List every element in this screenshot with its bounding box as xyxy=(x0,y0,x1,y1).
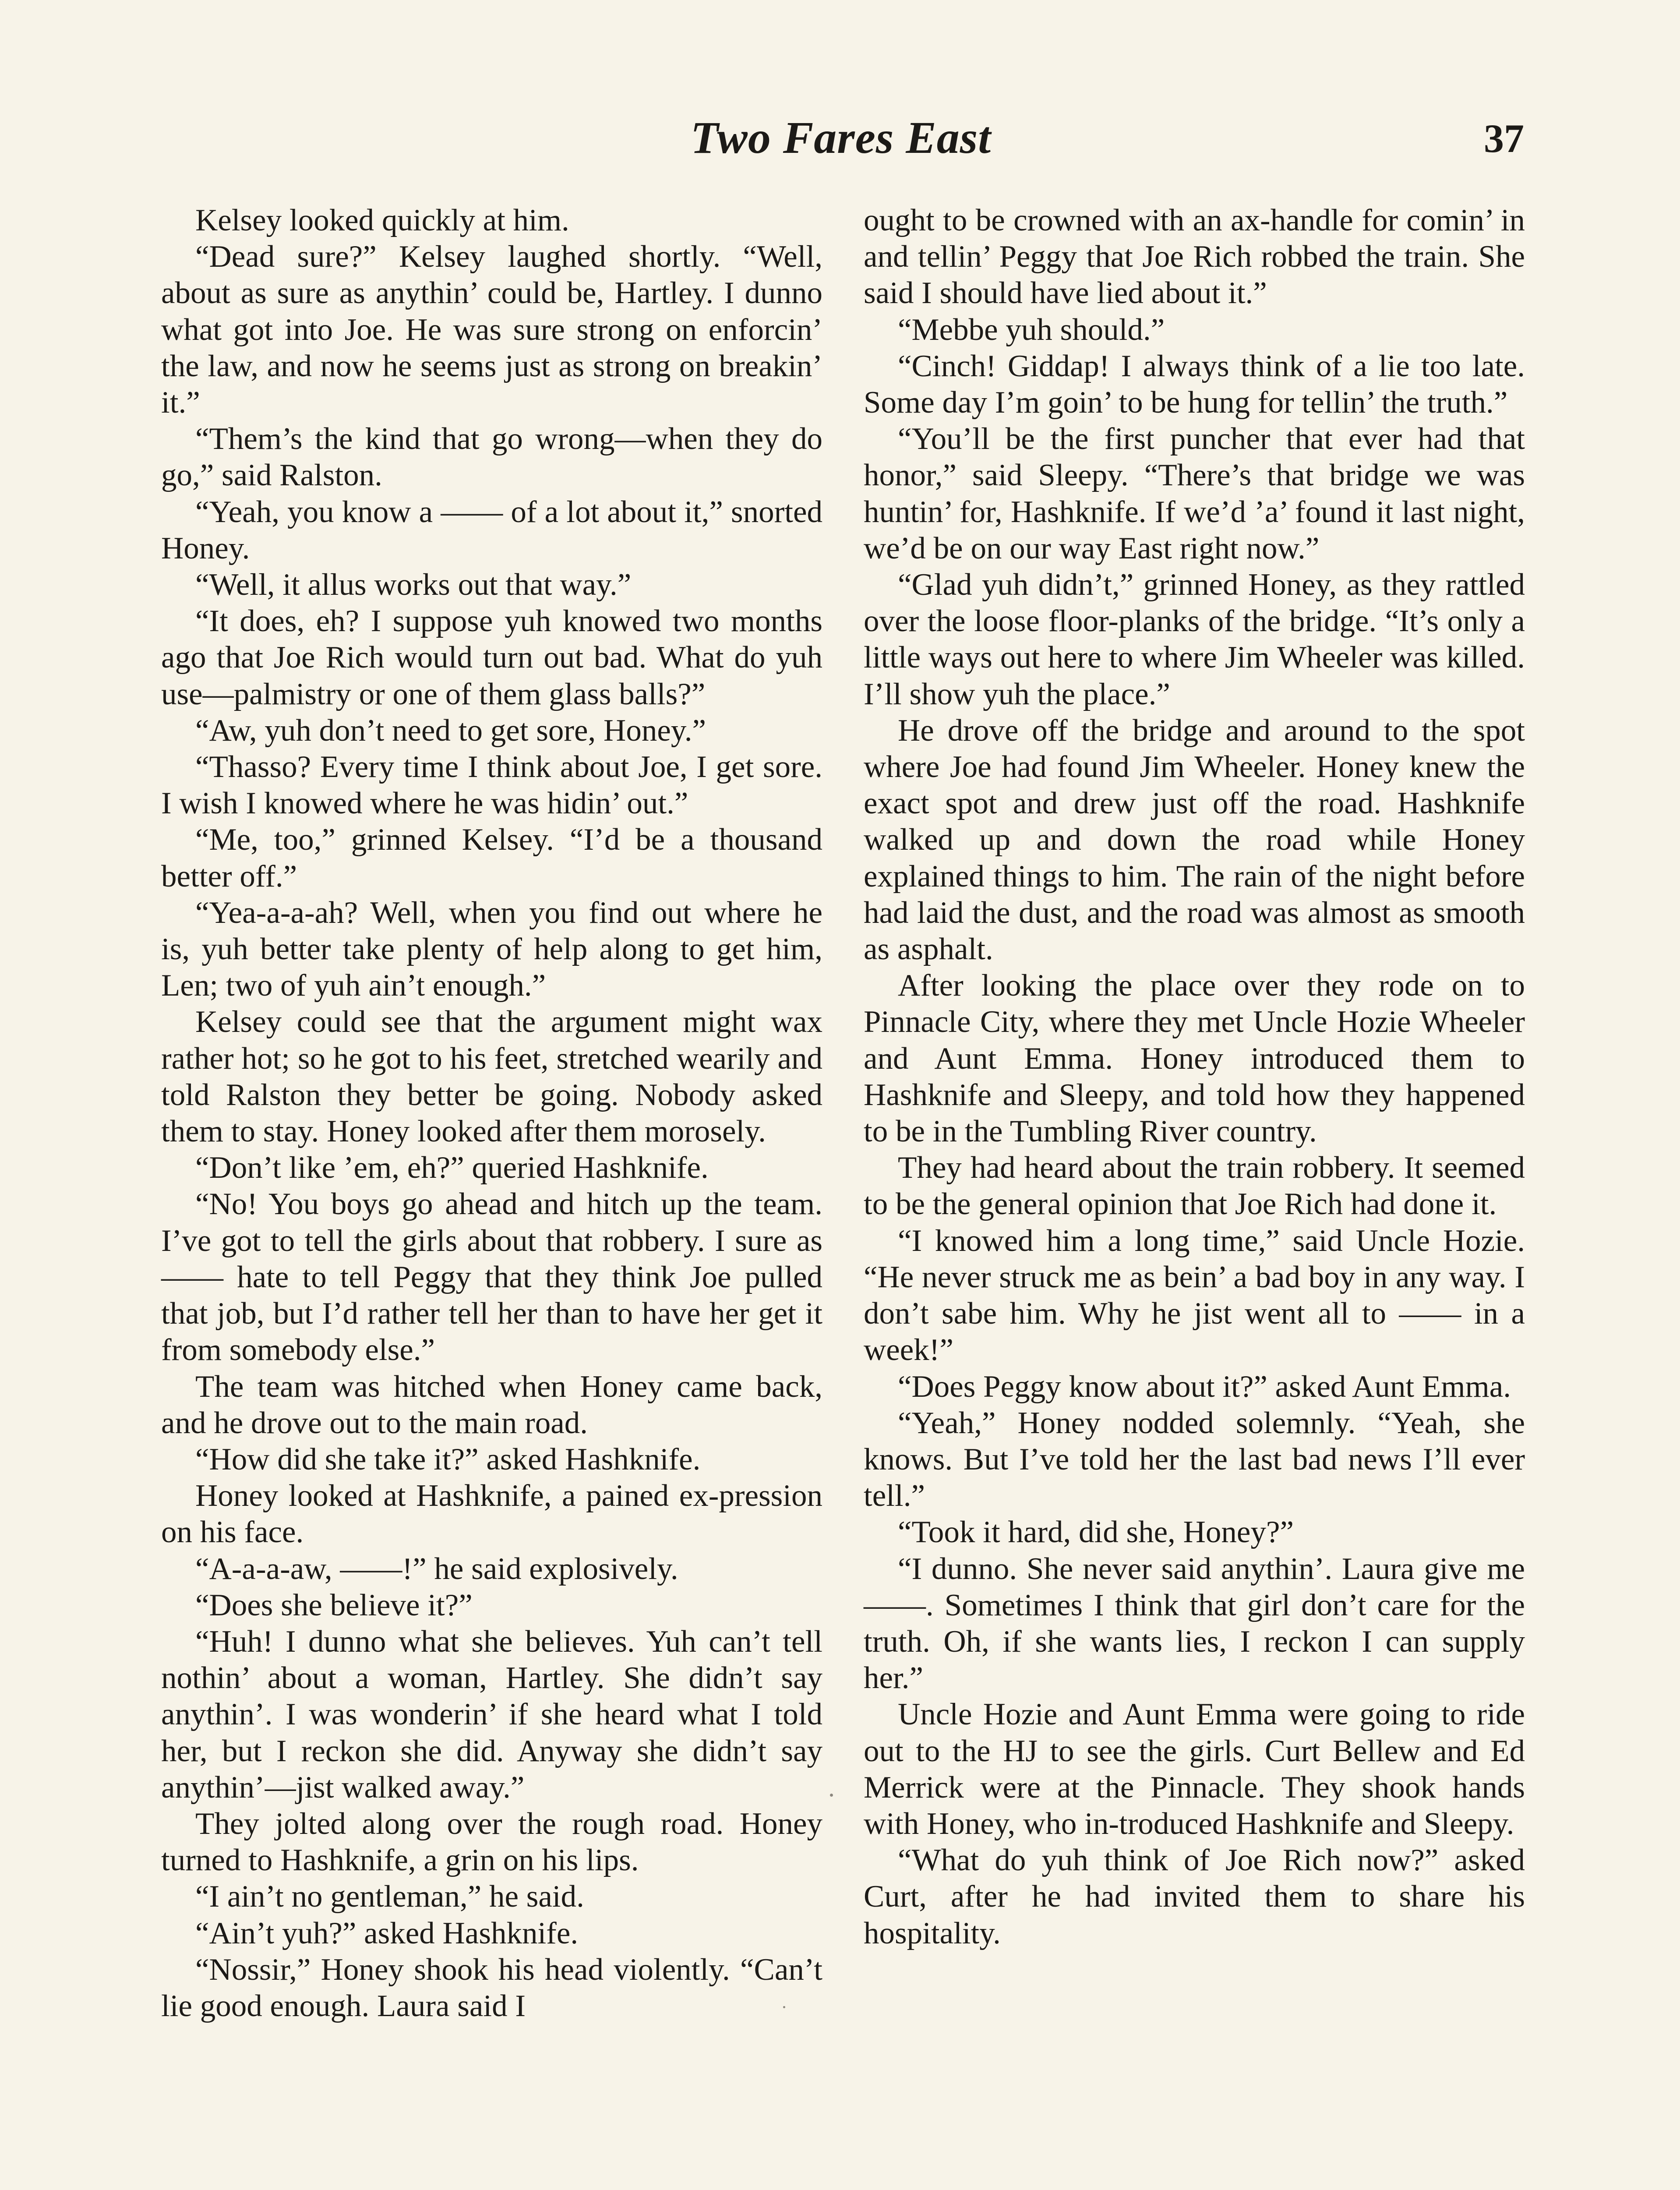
paragraph: “Yea-a-a-ah? Well, when you find out where he is, yuh better take plenty of help along to get him, Len; two of yuh ain’t enough.” xyxy=(161,895,822,1003)
paragraph: Honey looked at Hashknife, a pained ex-pression on his face. xyxy=(161,1479,822,1550)
paragraph: “A-a-a-aw, ——!” he said explosively. xyxy=(195,1551,678,1586)
paragraph: They had heard about the train robbery. It seemed to be the general opinion that Joe Rich had done it. xyxy=(864,1151,1525,1222)
paragraph: “Huh! I dunno what she believes. Yuh can’t tell nothin’ about a woman, Hartley. She didn’t say anythin’. I was wonderin’ if she heard what I told her, but I reckon she did. Anyway she didn’t say anythin’—jist walked away.” xyxy=(161,1624,822,1805)
paragraph: “Yeah, you know a —— of a lot about it,” snorted Honey. xyxy=(161,495,822,565)
paragraph: “No! You boys go ahead and hitch up the team. I’ve got to tell the girls about that robbery. I sure as —— hate to tell Peggy that they think Joe pulled that job, but I’d rather tell her than to have her get it from somebody else.” xyxy=(161,1187,822,1367)
paragraph: “Thasso? Every time I think about Joe, I get sore. I wish I knowed where he was hidin’ out.” xyxy=(161,750,822,821)
paragraph: “Does Peggy know about it?” asked Aunt Emma. xyxy=(898,1369,1511,1404)
paragraph: “Nossir,” Honey shook his head violently. “Can’t lie good enough. Laura said I xyxy=(161,1952,822,2023)
paragraph: “Mebbe yuh should.” xyxy=(898,312,1165,347)
page-number: 37 xyxy=(1484,116,1524,161)
paragraph: “Does she believe it?” xyxy=(195,1588,473,1622)
paragraph: The team was hitched when Honey came back, and he drove out to the main road. xyxy=(161,1369,822,1440)
paragraph: They jolted along over the rough road. Honey turned to Hashknife, a grin on his lips. xyxy=(161,1806,822,1878)
paragraph: “Aw, yuh don’t need to get sore, Honey.” xyxy=(195,713,706,748)
print-speck xyxy=(783,2006,785,2008)
paragraph: “I knowed him a long time,” said Uncle Hozie. “He never struck me as bein’ a bad boy in any way. I don’t sabe him. Why he jist went all to —— in a week!” xyxy=(864,1223,1525,1367)
text-column-left xyxy=(161,202,822,2024)
paragraph: “How did she take it?” asked Hashknife. xyxy=(195,1442,701,1476)
paragraph: “Well, it allus works out that way.” xyxy=(195,568,632,602)
paragraph: “It does, eh? I suppose yuh knowed two months ago that Joe Rich would turn out bad. What do yuh use—palmistry or one of them glass balls?” xyxy=(161,604,822,711)
paragraph: Uncle Hozie and Aunt Emma were going to ride out to the HJ to see the girls. Curt Bellew and Ed Merrick were at the Pinnacle. They shook hands with Honey, who in-troduced Hashknife and Sleepy. xyxy=(864,1697,1525,1841)
paragraph-continued: ought to be crowned with an ax-handle for comin’ in and tellin’ Peggy that Joe Rich robbed the train. She said I should have lied about it.” xyxy=(864,203,1525,311)
paragraph: He drove off the bridge and around to the spot where Joe had found Jim Wheeler. Honey knew the exact spot and drew just off the road. Hashknife walked up and down the road while Honey explained things to him. The rain of the night before had laid the dust, and the road was almost as smooth as asphalt. xyxy=(864,713,1525,967)
print-speck xyxy=(830,1794,833,1797)
paragraph: “Don’t like ’em, eh?” queried Hashknife. xyxy=(195,1151,709,1185)
text-column-right xyxy=(864,202,1525,1952)
paragraph: “Yeah,” Honey nodded solemnly. “Yeah, she knows. But I’ve told her the last bad news I’ll ever tell.” xyxy=(864,1406,1525,1513)
paragraph: “Ain’t yuh?” asked Hashknife. xyxy=(195,1916,579,1950)
paragraph: “You’ll be the first puncher that ever had that honor,” said Sleepy. “There’s that bridge we was huntin’ for, Hashknife. If we’d ’a’ found it last night, we’d be on our way East right now.” xyxy=(864,422,1525,565)
paragraph: “Cinch! Giddap! I always think of a lie too late. Some day I’m goin’ to be hung for tellin’ the truth.” xyxy=(864,349,1525,420)
paragraph: “I dunno. She never said anythin’. Laura give me ——. Sometimes I think that girl don’t care for the truth. Oh, if she wants lies, I reckon I can supply her.” xyxy=(864,1551,1525,1695)
paragraph: “Me, too,” grinned Kelsey. “I’d be a thousand better off.” xyxy=(161,823,822,894)
paragraph: “Them’s the kind that go wrong—when they do go,” said Ralston. xyxy=(161,422,822,493)
paragraph: “What do yuh think of Joe Rich now?” asked Curt, after he had invited them to share his hospitality. xyxy=(864,1843,1525,1950)
paragraph: “I ain’t no gentleman,” he said. xyxy=(195,1879,584,1914)
paragraph: Kelsey could see that the argument might wax rather hot; so he got to his feet, stretched wearily and told Ralston they better be going. Nobody asked them to stay. Honey looked after them morosely. xyxy=(161,1005,822,1149)
paragraph: “Dead sure?” Kelsey laughed shortly. “Well, about as sure as anythin’ could be, Hartley. I dunno what got into Joe. He was sure strong on enforcin’ the law, and now he seems just as strong on breakin’ it.” xyxy=(161,240,822,420)
paragraph: “Took it hard, did she, Honey?” xyxy=(898,1515,1294,1550)
paragraph: Kelsey looked quickly at him. xyxy=(195,203,569,237)
paragraph: “Glad yuh didn’t,” grinned Honey, as they rattled over the loose floor-planks of the bridge. “It’s only a little ways out here to where Jim Wheeler was killed. I’ll show yuh the place.” xyxy=(864,568,1525,711)
running-title: Two Fares East xyxy=(690,113,992,163)
running-header xyxy=(158,112,1524,173)
paragraph: After looking the place over they rode on to Pinnacle City, where they met Uncle Hozie Wheeler and Aunt Emma. Honey introduced them to Hashknife and Sleepy, and told how they happened to be in the Tumbling River country. xyxy=(864,968,1525,1149)
